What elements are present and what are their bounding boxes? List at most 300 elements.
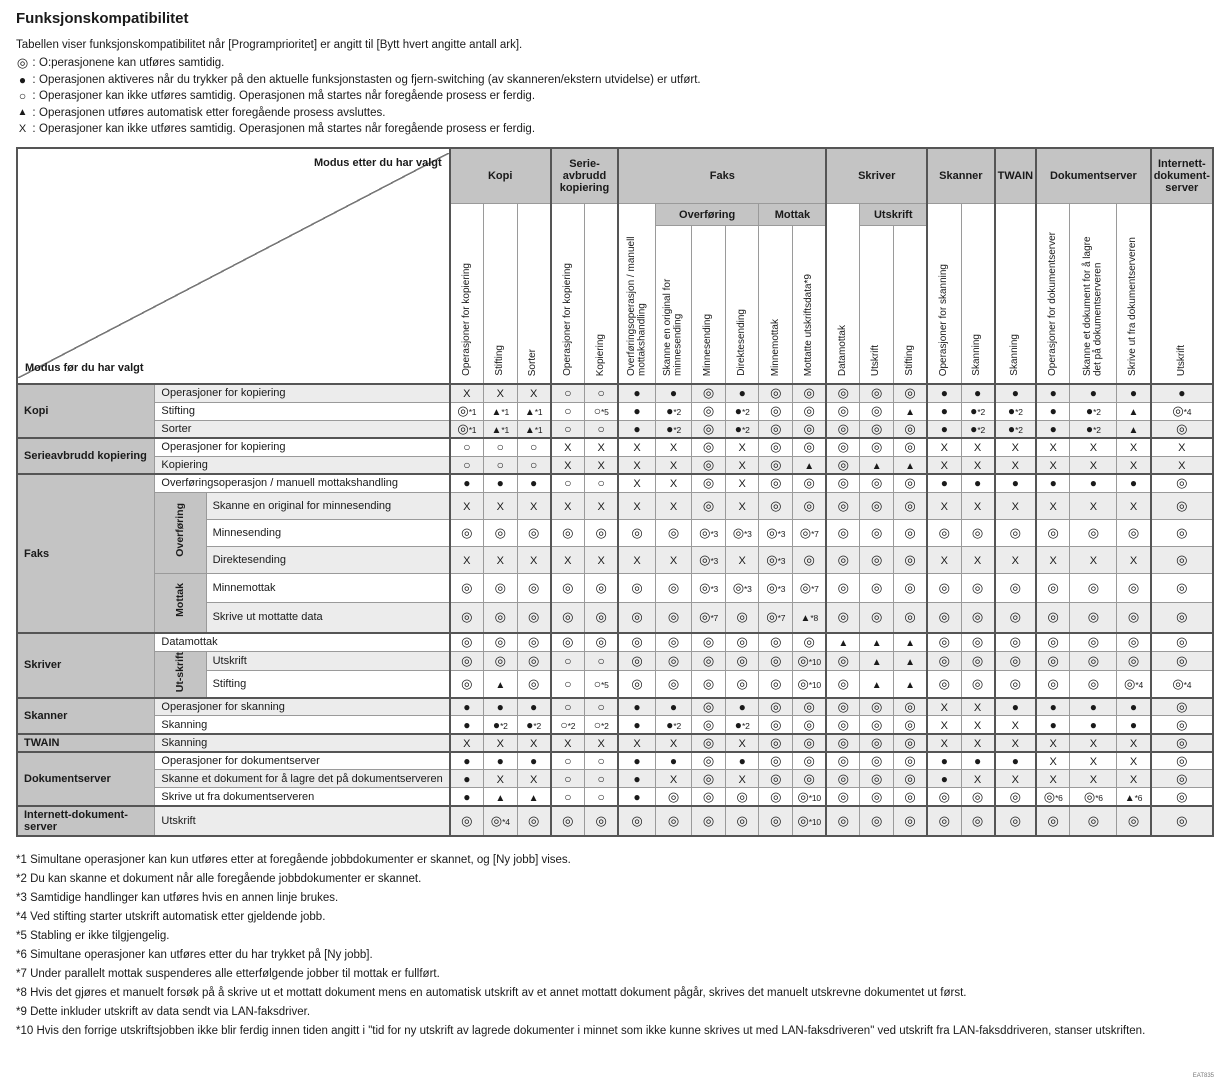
row-group-internett-dokument-server: Internett-dokument-server [17, 806, 155, 836]
compat-cell [1117, 716, 1151, 734]
compat-cell [1036, 602, 1070, 633]
double-circle-icon: ◎ [595, 812, 607, 828]
compat-cell [483, 438, 517, 456]
column-group-dokumentserver: Dokumentserver [1036, 148, 1151, 204]
filled-circle-icon: ● [1007, 421, 1016, 436]
compat-cell [618, 573, 655, 602]
cross-icon: X [597, 459, 605, 472]
double-circle-icon: ◎ [699, 609, 711, 625]
footnote-ref: *2 [533, 720, 542, 731]
double-circle-icon: ◎ [1047, 652, 1059, 668]
compat-cell [551, 492, 585, 519]
compat-cell [692, 788, 726, 806]
compat-cell [1070, 519, 1117, 546]
compat-cell [725, 806, 759, 836]
filled-circle-icon: ● [1129, 700, 1138, 715]
double-circle-icon: ◎ [1047, 812, 1059, 828]
compat-cell [995, 651, 1036, 670]
filled-circle-icon: ● [734, 404, 742, 418]
double-circle-icon: ◎ [904, 497, 916, 513]
compat-cell [995, 438, 1036, 456]
cross-icon: X [940, 442, 948, 455]
compat-cell [961, 698, 995, 716]
compat-cell [450, 651, 484, 670]
double-circle-icon: ◎ [1176, 551, 1188, 567]
compat-cell [860, 519, 894, 546]
open-circle-icon: ○ [593, 676, 601, 691]
triangle-icon: ▲ [524, 407, 535, 418]
compat-cell [551, 438, 585, 456]
footnote-ref: *8 [810, 613, 818, 624]
double-circle-icon: ◎ [527, 812, 540, 828]
compat-cell [725, 438, 759, 456]
double-circle-icon: ◎ [803, 420, 815, 436]
compat-cell [894, 651, 928, 670]
compat-cell [894, 788, 928, 806]
compat-cell [961, 752, 995, 770]
compat-cell [692, 734, 726, 752]
column-header-label: Sorter [527, 348, 539, 376]
filled-circle-icon: ● [1007, 404, 1016, 418]
compat-cell [894, 716, 928, 734]
table-row [17, 384, 1213, 402]
double-circle-icon: ◎ [797, 812, 809, 828]
open-circle-icon: ○ [597, 700, 605, 715]
double-circle-icon: ◎ [837, 385, 850, 401]
compat-cell [995, 519, 1036, 546]
compat-cell [860, 384, 894, 402]
filled-circle-icon: ● [1089, 386, 1097, 401]
row-group-serieavbrudd-kopiering: Serieavbrudd kopiering [17, 438, 155, 474]
open-circle-icon: ○ [593, 404, 601, 418]
footnote-ref: *7 [710, 613, 719, 624]
row-label: Skrive ut mottatte data [206, 602, 450, 633]
column-subgroup-overføring: Overføring [655, 204, 759, 226]
compat-cell [961, 806, 995, 836]
compat-cell [483, 456, 517, 474]
cross-icon: X [1129, 756, 1138, 769]
triangle-icon: ▲ [871, 679, 882, 691]
legend-colon: : [32, 90, 36, 102]
column-header-label: Kopiering [594, 333, 606, 376]
compat-cell [995, 492, 1036, 519]
row-subgroup-ut-skrift [155, 651, 206, 698]
compat-cell [826, 384, 859, 402]
cross-icon: X [738, 500, 746, 513]
compat-cell [759, 402, 793, 420]
cross-icon: X [669, 737, 678, 750]
compat-cell [927, 420, 961, 438]
compat-cell [995, 456, 1036, 474]
open-circle-icon: ○ [560, 717, 568, 732]
footnote-ref: *1 [534, 407, 543, 417]
double-circle-icon: ◎ [1047, 675, 1059, 691]
legend [16, 55, 1214, 138]
compat-cell [1151, 456, 1213, 474]
compat-cell [655, 402, 692, 420]
double-circle-icon: ◎ [527, 675, 540, 691]
compat-cell [793, 546, 827, 573]
filled-circle-icon: ● [496, 476, 504, 491]
double-circle-icon: ◎ [971, 812, 984, 828]
compat-cell [961, 670, 995, 698]
compat-cell [793, 670, 827, 698]
compat-cell [860, 716, 894, 734]
column-header [793, 226, 827, 385]
compat-cell [1036, 546, 1070, 573]
row-subgroup-mottak [155, 573, 206, 633]
table-row [17, 420, 1213, 438]
compat-cell [759, 474, 793, 492]
filled-circle-icon: ● [940, 754, 948, 769]
compat-cell [1036, 492, 1070, 519]
compat-cell [618, 492, 655, 519]
double-circle-icon: ◎ [770, 652, 782, 668]
cross-icon: X [1049, 773, 1057, 786]
corner-label-after: Modus etter du har valgt [313, 157, 442, 170]
double-circle-icon: ◎ [837, 456, 850, 472]
double-circle-icon: ◎ [837, 770, 850, 786]
double-circle-icon: ◎ [702, 385, 715, 401]
footnote-ref: *2 [673, 407, 681, 417]
column-header [517, 204, 551, 385]
compat-cell [692, 474, 726, 492]
compat-cell [826, 734, 859, 752]
compat-cell [692, 420, 726, 438]
compat-cell [692, 806, 726, 836]
compat-cell [894, 474, 928, 492]
compat-cell [759, 438, 793, 456]
open-circle-icon: ○ [597, 789, 605, 804]
double-circle-icon: ◎ [766, 524, 778, 540]
cross-icon: X [973, 737, 982, 750]
row-label: Kopiering [155, 456, 450, 474]
column-header-label: Stifting [494, 345, 506, 376]
row-subgroup-label: Mottak [174, 583, 187, 618]
table-row [17, 734, 1213, 752]
column-header [894, 226, 928, 385]
double-circle-icon: ◎ [1009, 579, 1022, 595]
compat-cell [483, 573, 517, 602]
compat-cell [1070, 573, 1117, 602]
double-circle-icon: ◎ [1176, 420, 1188, 436]
compat-cell [1070, 456, 1117, 474]
double-circle-icon: ◎ [837, 439, 850, 455]
cross-icon: X [1089, 500, 1098, 513]
open-circle-icon: ○ [564, 404, 572, 418]
open-circle-icon: ○ [593, 717, 601, 732]
compat-cell [517, 420, 551, 438]
filled-circle-icon: ● [496, 700, 504, 715]
compat-cell [655, 546, 692, 573]
compat-cell [961, 384, 995, 402]
compat-cell [1070, 670, 1117, 698]
compat-cell [551, 573, 585, 602]
column-header [961, 204, 995, 385]
triangle-icon: ▲ [905, 638, 916, 650]
column-header [692, 226, 726, 385]
compat-cell [483, 546, 517, 573]
double-circle-icon: ◎ [702, 497, 715, 513]
triangle-icon: ▲ [495, 792, 506, 804]
double-circle-icon: ◎ [702, 652, 715, 668]
cross-icon: X [633, 478, 641, 491]
row-group-dokumentserver: Dokumentserver [17, 752, 155, 806]
compat-cell [551, 546, 585, 573]
double-circle-icon: ◎ [461, 524, 473, 540]
footnote-ref: *2 [567, 720, 576, 731]
compat-cell [1070, 602, 1117, 633]
compat-cell [894, 806, 928, 836]
triangle-icon: ▲ [905, 407, 916, 418]
matrix-body [17, 384, 1213, 836]
filled-circle-icon: ● [940, 421, 948, 436]
row-group-faks: Faks [17, 474, 155, 633]
compat-cell [793, 602, 827, 633]
cross-icon: X [973, 459, 982, 472]
cross-icon: X [1011, 737, 1020, 750]
filled-circle-icon: ● [940, 771, 948, 786]
filled-circle-icon: ● [1089, 700, 1097, 715]
compat-cell [1117, 420, 1151, 438]
filled-circle-icon: ● [633, 771, 641, 786]
filled-circle-icon: ● [669, 754, 678, 769]
compat-cell [585, 788, 619, 806]
compat-cell [961, 602, 995, 633]
filled-circle-icon: ● [970, 421, 978, 436]
compat-cell [483, 402, 517, 420]
filled-circle-icon: ● [633, 421, 641, 436]
double-circle-icon: ◎ [904, 385, 916, 401]
compat-cell [585, 734, 619, 752]
double-circle-icon: ◎ [527, 579, 540, 595]
compat-cell [585, 651, 619, 670]
filled-circle-icon: ● [669, 700, 678, 715]
cross-icon: X [1049, 500, 1057, 513]
double-circle-icon: ◎ [770, 788, 782, 804]
footnote-ref: *2 [741, 407, 750, 417]
column-header-label: Skrive ut fra dokumentserveren [1127, 237, 1139, 376]
compat-cell [927, 633, 961, 651]
corner-label-before: Modus før du har valgt [25, 362, 144, 375]
compat-cell [450, 806, 484, 836]
compat-cell [450, 670, 484, 698]
compat-cell [450, 752, 484, 770]
compat-cell [927, 670, 961, 698]
intro-text: Tabellen viser funksjonskompatibilitet når [Programprioritet] er angitt til [Bytt hvert angitte antall ark]. [16, 39, 523, 51]
double-circle-icon: ◎ [1047, 634, 1059, 650]
cross-icon: X [463, 500, 471, 513]
column-group-kopi: Kopi [450, 148, 551, 204]
footnote: *5 Stabling er ikke tilgjengelig. [16, 929, 170, 942]
open-circle-icon: ○ [597, 754, 605, 769]
compat-cell [655, 698, 692, 716]
double-circle-icon: ◎ [938, 634, 950, 650]
compat-cell [692, 438, 726, 456]
cross-icon: X [738, 442, 746, 455]
compat-cell [551, 651, 585, 670]
double-circle-icon: ◎ [461, 609, 473, 625]
compat-cell [725, 384, 759, 402]
legend-colon: : [32, 73, 36, 86]
row-label: Operasjoner for dokumentserver [155, 752, 450, 770]
row-group-twain: TWAIN [17, 734, 155, 752]
double-circle-icon: ◎ [799, 579, 812, 595]
double-circle-icon: ◎ [702, 439, 715, 455]
cross-icon: X [973, 442, 982, 455]
compat-cell [927, 573, 961, 602]
double-circle-icon: ◎ [1176, 634, 1188, 650]
compat-cell [793, 633, 827, 651]
compat-cell [826, 573, 859, 602]
compat-cell [1070, 752, 1117, 770]
filled-circle-icon: ● [940, 386, 948, 401]
filled-circle-icon: ● [18, 72, 27, 87]
cross-icon: X [1049, 756, 1057, 769]
row-group-skanner: Skanner [17, 698, 155, 734]
double-circle-icon: ◎ [837, 524, 850, 540]
footnote-ref: *2 [1093, 407, 1101, 417]
double-circle-icon: ◎ [904, 475, 916, 491]
double-circle-icon: ◎ [702, 734, 715, 750]
column-header [826, 204, 859, 385]
footnote: *9 Dette inkluder utskrift av data sendt via LAN-faksdriver. [16, 1005, 311, 1018]
compat-cell [793, 402, 827, 420]
compat-cell [1151, 698, 1213, 716]
compat-cell [1117, 474, 1151, 492]
legend-text: O:perasjonene kan utføres samtidig. [39, 57, 225, 69]
compat-cell [483, 716, 517, 734]
double-circle-icon: ◎ [490, 812, 503, 828]
compat-cell [483, 384, 517, 402]
footnote: *8 Hvis det gjøres et manuelt forsøk på å skrive ut et mottatt dokument mens en automatisk utskrift av et annet mottatt dokument pågår, skrives det manuelt utskrevne dokumentet ut først. [16, 986, 967, 999]
double-circle-icon: ◎ [667, 675, 680, 691]
column-header-label: Stifting [903, 345, 915, 376]
compat-cell [826, 546, 859, 573]
row-label: Utskrift [155, 806, 450, 836]
double-circle-icon: ◎ [631, 675, 643, 691]
compat-cell [759, 633, 793, 651]
open-circle-icon: ○ [564, 700, 572, 715]
filled-circle-icon: ● [1011, 476, 1019, 491]
compat-cell [826, 698, 859, 716]
compat-cell [1151, 546, 1213, 573]
compat-cell [551, 402, 585, 420]
column-header [551, 204, 585, 385]
compat-cell [927, 716, 961, 734]
compat-cell [961, 633, 995, 651]
double-circle-icon: ◎ [803, 385, 815, 401]
compat-cell [759, 384, 793, 402]
cross-icon: X [496, 388, 504, 401]
compat-cell [894, 670, 928, 698]
cross-icon: X [1129, 500, 1138, 513]
double-circle-icon: ◎ [595, 579, 607, 595]
column-header-label: Minnemottak [769, 318, 781, 376]
double-circle-icon: ◎ [770, 497, 782, 513]
compat-cell [759, 602, 793, 633]
double-circle-icon: ◎ [494, 579, 506, 595]
table-row [17, 651, 1213, 670]
compat-cell [450, 519, 484, 546]
compat-cell [551, 806, 585, 836]
double-circle-icon: ◎ [732, 524, 745, 540]
double-circle-icon: ◎ [904, 420, 916, 436]
compat-cell [927, 651, 961, 670]
double-circle-icon: ◎ [1043, 788, 1056, 804]
column-header [1151, 204, 1213, 385]
compat-cell [483, 698, 517, 716]
triangle-icon: ▲ [491, 407, 502, 418]
compat-cell [793, 384, 827, 402]
compat-cell [483, 474, 517, 492]
compat-cell [1151, 734, 1213, 752]
column-group-skanner: Skanner [927, 148, 994, 204]
double-circle-icon: ◎ [770, 734, 782, 750]
column-header [927, 204, 961, 385]
double-circle-icon: ◎ [904, 579, 916, 595]
compat-cell [995, 633, 1036, 651]
double-circle-icon: ◎ [871, 439, 883, 455]
footnote-ref: *3 [744, 583, 752, 594]
compat-cell [860, 573, 894, 602]
compat-cell [585, 384, 619, 402]
open-circle-icon: ○ [564, 754, 572, 769]
double-circle-icon: ◎ [562, 524, 574, 540]
cross-icon: X [669, 478, 678, 491]
table-row [17, 716, 1213, 734]
compat-cell [927, 752, 961, 770]
compat-cell [826, 788, 859, 806]
footnote-ref: *6 [1095, 792, 1103, 803]
compat-cell [1151, 716, 1213, 734]
compat-cell [585, 573, 619, 602]
compat-cell [692, 546, 726, 573]
compat-cell [1036, 474, 1070, 492]
compat-cell [759, 519, 793, 546]
open-circle-icon: ○ [564, 676, 572, 691]
compat-cell [826, 770, 859, 788]
double-circle-icon: ◎ [770, 770, 782, 786]
compat-cell [725, 698, 759, 716]
compat-cell [585, 438, 619, 456]
corner-cell [17, 148, 450, 385]
footnote-ref: *3 [777, 583, 786, 594]
compat-cell [1070, 651, 1117, 670]
compat-cell [517, 402, 551, 420]
double-circle-icon: ◎ [1127, 812, 1140, 828]
open-circle-icon: ○ [564, 789, 572, 804]
column-group-serie-avbrudd-kopiering: Serie-avbrudd kopiering [551, 148, 619, 204]
compat-cell [961, 519, 995, 546]
compat-cell [995, 602, 1036, 633]
double-circle-icon: ◎ [667, 579, 680, 595]
compat-cell [961, 492, 995, 519]
compat-cell [450, 734, 484, 752]
footnote-ref: *3 [777, 555, 786, 566]
compat-cell [517, 438, 551, 456]
compat-cell [725, 474, 759, 492]
legend-text: Operasjoner kan ikke utføres samtidig. Operasjonen må startes når foregående prosess er ferdig. [39, 123, 536, 135]
compat-cell [585, 670, 619, 698]
double-circle-icon: ◎ [702, 675, 715, 691]
cross-icon: X [1129, 737, 1138, 750]
compat-cell [759, 546, 793, 573]
compat-cell [759, 456, 793, 474]
double-circle-icon: ◎ [702, 475, 715, 491]
footnote: *4 Ved stifting starter utskrift automatisk etter gjeldende jobb. [16, 910, 326, 923]
compat-cell [1036, 670, 1070, 698]
